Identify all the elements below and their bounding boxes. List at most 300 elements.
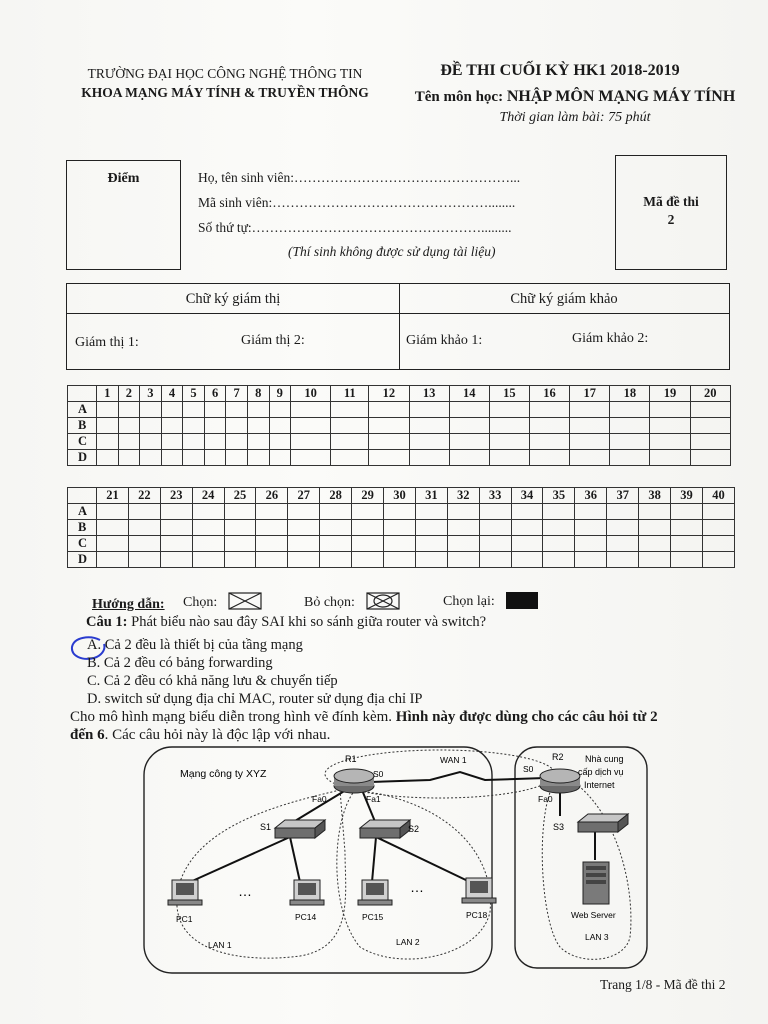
question-1-prefix: Câu 1:	[86, 614, 128, 630]
question-number-cell: 32	[447, 488, 479, 504]
s3-label: S3	[553, 822, 565, 832]
answer-cell[interactable]	[575, 552, 607, 568]
answer-cell[interactable]	[128, 536, 160, 552]
student-name-field[interactable]: Họ, tên sinh viên:…………………………………………...	[198, 170, 521, 185]
answer-cell[interactable]	[269, 434, 291, 450]
answer-option-label: D	[68, 450, 97, 466]
answer-cell[interactable]	[331, 402, 369, 418]
pc14-label: PC14	[295, 912, 317, 922]
intro-text-1: Cho mô hình mạng biểu diễn trong hình vẽ đính kèm.	[70, 709, 396, 725]
pc18-icon	[462, 878, 496, 903]
answer-cell[interactable]	[511, 552, 543, 568]
answer-cell[interactable]	[511, 536, 543, 552]
answer-cell[interactable]	[331, 450, 369, 466]
answer-grid-1-20	[67, 385, 731, 466]
isp-label-2: cấp dịch vụ	[578, 767, 624, 777]
answer-cell[interactable]	[288, 504, 320, 520]
answer-cell[interactable]	[479, 520, 511, 536]
answer-cell[interactable]	[97, 520, 129, 536]
answer-cell[interactable]	[269, 418, 291, 434]
answer-cell[interactable]	[204, 402, 226, 418]
isp-label-1: Nhà cung	[585, 754, 624, 764]
answer-cell[interactable]	[447, 504, 479, 520]
answer-cell[interactable]	[702, 536, 734, 552]
answer-cell[interactable]	[702, 552, 734, 568]
question-number-cell: 35	[543, 488, 575, 504]
answer-cell[interactable]	[256, 520, 288, 536]
network-diagram	[140, 742, 660, 977]
answer-cell[interactable]	[192, 552, 224, 568]
lan2-boundary	[337, 790, 491, 959]
answer-cell[interactable]	[128, 520, 160, 536]
answer-cell[interactable]	[118, 450, 140, 466]
grid-header-row	[68, 488, 735, 504]
answer-cell[interactable]	[226, 434, 248, 450]
answer-cell[interactable]	[575, 504, 607, 520]
answer-cell[interactable]	[256, 552, 288, 568]
answer-cell[interactable]	[511, 504, 543, 520]
answer-cell[interactable]	[247, 418, 269, 434]
switch-s3-icon	[578, 814, 628, 832]
answer-cell[interactable]	[702, 520, 734, 536]
answer-cell[interactable]	[479, 536, 511, 552]
answer-cell[interactable]	[97, 450, 119, 466]
exam-title: ĐỀ THI CUỐI KỲ HK1 2018-2019	[440, 62, 680, 79]
answer-cell[interactable]	[183, 402, 205, 418]
answer-cell[interactable]	[160, 520, 192, 536]
answer-cell[interactable]	[288, 536, 320, 552]
answer-cell[interactable]	[543, 552, 575, 568]
answer-cell[interactable]	[291, 434, 331, 450]
answer-cell[interactable]	[449, 402, 489, 418]
answer-cell[interactable]	[256, 504, 288, 520]
s2-label: S2	[408, 824, 420, 834]
question-1-option-a[interactable]: A. Cả 2 đều là thiết bị của tầng mạng	[87, 637, 303, 653]
question-number-cell: 12	[369, 386, 409, 402]
answer-cell[interactable]	[247, 434, 269, 450]
question-number-cell: 17	[570, 386, 610, 402]
grid-corner-cell	[68, 488, 97, 504]
pc15-icon	[358, 880, 392, 905]
answer-cell[interactable]	[224, 520, 256, 536]
r1-label: R1	[345, 754, 357, 764]
pc-ellipsis-1: …	[238, 883, 252, 899]
question-number-cell: 38	[639, 488, 671, 504]
answer-cell[interactable]	[247, 450, 269, 466]
answer-grid-21-40	[67, 487, 735, 568]
web-server-label: Web Server	[571, 910, 616, 920]
answer-cell[interactable]	[161, 402, 183, 418]
answer-cell[interactable]	[671, 536, 703, 552]
r2-s0-label: S0	[523, 764, 534, 774]
unchoose-mark-icon	[366, 592, 400, 610]
question-number-cell: 19	[650, 386, 690, 402]
question-number-cell: 30	[384, 488, 416, 504]
answer-cell[interactable]	[384, 536, 416, 552]
answer-cell[interactable]	[479, 504, 511, 520]
answer-cell[interactable]	[140, 450, 162, 466]
subject-line	[390, 88, 760, 106]
answer-cell[interactable]	[610, 402, 650, 418]
question-1-text: Phát biểu nào sau đây SAI khi so sánh giữa router và switch?	[127, 614, 487, 630]
answer-cell[interactable]	[384, 520, 416, 536]
company-label: Mạng công ty XYZ	[180, 768, 267, 780]
isp-label-3: Internet	[584, 780, 615, 790]
answer-cell[interactable]	[639, 552, 671, 568]
answer-cell[interactable]	[529, 450, 569, 466]
switch-s2-icon	[360, 820, 410, 838]
exam-header	[390, 62, 760, 126]
answer-cell[interactable]	[702, 504, 734, 520]
answer-cell[interactable]	[529, 418, 569, 434]
answer-cell[interactable]	[183, 434, 205, 450]
answer-cell[interactable]	[224, 504, 256, 520]
answer-cell[interactable]	[610, 418, 650, 434]
answer-cell[interactable]	[650, 402, 690, 418]
answer-cell[interactable]	[671, 552, 703, 568]
question-number-cell: 36	[575, 488, 607, 504]
answer-cell[interactable]	[97, 418, 119, 434]
answer-cell[interactable]	[160, 536, 192, 552]
answer-cell[interactable]	[256, 536, 288, 552]
answer-cell[interactable]	[269, 450, 291, 466]
signature-table	[66, 283, 730, 370]
answer-cell[interactable]	[352, 520, 384, 536]
answer-cell[interactable]	[690, 418, 730, 434]
answer-cell[interactable]	[607, 504, 639, 520]
answer-cell[interactable]	[352, 504, 384, 520]
pc18-label: PC18	[466, 910, 488, 920]
intro-bold-2: đến 6	[70, 727, 105, 743]
answer-cell[interactable]	[671, 504, 703, 520]
answer-cell[interactable]	[610, 434, 650, 450]
question-number-cell: 6	[204, 386, 226, 402]
faculty-name: KHOA MẠNG MÁY TÍNH & TRUYỀN THÔNG	[81, 85, 369, 100]
question-number-cell: 21	[97, 488, 129, 504]
answer-cell[interactable]	[449, 418, 489, 434]
answer-cell[interactable]	[192, 520, 224, 536]
answer-cell[interactable]	[639, 504, 671, 520]
answer-cell[interactable]	[118, 402, 140, 418]
answer-cell[interactable]	[160, 504, 192, 520]
question-number-cell: 13	[409, 386, 449, 402]
pc1-icon	[168, 880, 202, 905]
answer-cell[interactable]	[529, 434, 569, 450]
page-footer: Trang 1/8 - Mã đề thi 2	[600, 977, 726, 992]
answer-cell[interactable]	[140, 402, 162, 418]
examiner-signature-header: Chữ ký giám khảo	[510, 291, 618, 307]
answer-row	[68, 402, 731, 418]
answer-option-label: B	[68, 418, 97, 434]
answer-cell[interactable]	[140, 434, 162, 450]
score-box	[66, 160, 181, 270]
question-number-cell: 31	[415, 488, 447, 504]
answer-cell[interactable]	[97, 434, 119, 450]
answer-cell[interactable]	[449, 450, 489, 466]
answer-cell[interactable]	[369, 418, 409, 434]
question-number-cell: 15	[489, 386, 529, 402]
question-number-cell: 39	[671, 488, 703, 504]
answer-cell[interactable]	[570, 434, 610, 450]
examiner2-signature[interactable]: Giám khảo 2:	[572, 331, 649, 346]
answer-cell[interactable]	[224, 536, 256, 552]
answer-row	[68, 552, 735, 568]
student-id-field[interactable]: Mã sinh viên:…………………………………………........	[198, 195, 516, 210]
answer-cell[interactable]	[575, 536, 607, 552]
answer-cell[interactable]	[415, 520, 447, 536]
answer-cell[interactable]	[192, 504, 224, 520]
answer-cell[interactable]	[409, 434, 449, 450]
answer-cell[interactable]	[204, 434, 226, 450]
answer-cell[interactable]	[247, 402, 269, 418]
answer-cell[interactable]	[511, 520, 543, 536]
answer-cell[interactable]	[639, 520, 671, 536]
answer-cell[interactable]	[690, 402, 730, 418]
proctor-signature-header: Chữ ký giám thị	[185, 291, 281, 307]
answer-cell[interactable]	[369, 402, 409, 418]
question-number-cell: 11	[331, 386, 369, 402]
answer-cell[interactable]	[161, 418, 183, 434]
answer-cell[interactable]	[97, 402, 119, 418]
question-number-cell: 24	[192, 488, 224, 504]
answer-cell[interactable]	[369, 450, 409, 466]
duration: Thời gian làm bài: 75 phút	[499, 110, 651, 125]
subject-label: Tên môn học:	[414, 89, 507, 105]
answer-cell[interactable]	[489, 418, 529, 434]
answer-cell[interactable]	[690, 434, 730, 450]
question-number-cell: 29	[352, 488, 384, 504]
examiner1-signature[interactable]: Giám khảo 1:	[406, 333, 483, 348]
answer-cell[interactable]	[183, 418, 205, 434]
answer-cell[interactable]	[352, 552, 384, 568]
answer-cell[interactable]	[118, 418, 140, 434]
answer-row	[68, 504, 735, 520]
question-number-cell: 22	[128, 488, 160, 504]
answer-cell[interactable]	[192, 536, 224, 552]
answer-row	[68, 536, 735, 552]
answer-cell[interactable]	[543, 536, 575, 552]
answer-cell[interactable]	[320, 536, 352, 552]
answer-cell[interactable]	[650, 450, 690, 466]
exam-code-value: 2	[667, 212, 675, 227]
company-network-boundary	[144, 747, 492, 973]
question-number-cell: 9	[269, 386, 291, 402]
answer-cell[interactable]	[575, 520, 607, 536]
school-header	[60, 64, 390, 102]
question-1-option-d[interactable]: D. switch sử dụng địa chỉ MAC, router sử dụng địa chỉ IP	[87, 691, 423, 707]
answer-row	[68, 434, 731, 450]
pc14-icon	[290, 880, 324, 905]
answer-cell[interactable]	[140, 418, 162, 434]
r2-label: R2	[552, 752, 564, 762]
answer-cell[interactable]	[226, 450, 248, 466]
question-number-cell: 8	[247, 386, 269, 402]
answer-cell[interactable]	[269, 402, 291, 418]
pc15-label: PC15	[362, 912, 384, 922]
answer-cell[interactable]	[224, 552, 256, 568]
question-1-option-c[interactable]: C. Cả 2 đều có khả năng lưu & chuyển tiếp	[87, 673, 338, 689]
answer-cell[interactable]	[384, 552, 416, 568]
answer-cell[interactable]	[204, 418, 226, 434]
subject-name: NHẬP MÔN MẠNG MÁY TÍNH	[506, 88, 736, 105]
answer-cell[interactable]	[543, 504, 575, 520]
answer-cell[interactable]	[291, 418, 331, 434]
question-1	[86, 614, 486, 631]
answer-cell[interactable]	[409, 450, 449, 466]
question-number-cell: 20	[690, 386, 730, 402]
answer-cell[interactable]	[320, 504, 352, 520]
answer-option-label: A	[68, 504, 97, 520]
intro-text-2: . Các câu hỏi này là độc lập với nhau.	[104, 727, 331, 743]
answer-cell[interactable]	[671, 520, 703, 536]
answer-cell[interactable]	[331, 418, 369, 434]
answer-cell[interactable]	[607, 552, 639, 568]
guide-unchoose-label: Bỏ chọn:	[304, 595, 355, 610]
r1-s0-label: S0	[373, 769, 384, 779]
wan-link	[370, 772, 545, 782]
answer-cell[interactable]	[288, 520, 320, 536]
r1-fa1-label: Fa1	[366, 794, 381, 804]
answer-cell[interactable]	[570, 450, 610, 466]
pc1-label: PC1	[176, 914, 193, 924]
answer-cell[interactable]	[183, 450, 205, 466]
answer-cell[interactable]	[570, 418, 610, 434]
answer-cell[interactable]	[607, 536, 639, 552]
guide-rechoose-label: Chọn lại:	[443, 594, 495, 609]
lan1-boundary	[177, 790, 346, 958]
answer-cell[interactable]	[610, 450, 650, 466]
question-number-cell: 3	[140, 386, 162, 402]
question-1-option-b[interactable]: B. Cả 2 đều có bảng forwarding	[87, 655, 273, 671]
router-r1-icon	[334, 769, 374, 793]
question-number-cell: 28	[320, 488, 352, 504]
answer-cell[interactable]	[291, 402, 331, 418]
question-number-cell: 2	[118, 386, 140, 402]
answer-cell[interactable]	[415, 504, 447, 520]
proctor2-signature[interactable]: Giám thị 2:	[241, 333, 305, 348]
lan3-label: LAN 3	[585, 932, 609, 942]
answer-cell[interactable]	[352, 536, 384, 552]
question-number-cell: 1	[97, 386, 119, 402]
answer-cell[interactable]	[650, 418, 690, 434]
grid-header-row	[68, 386, 731, 402]
question-number-cell: 33	[479, 488, 511, 504]
lan1-label: LAN 1	[208, 940, 232, 950]
sequence-number-field[interactable]: Số thứ tự:…………………………………………….........	[198, 220, 512, 235]
answer-cell[interactable]	[161, 434, 183, 450]
answer-cell[interactable]	[331, 434, 369, 450]
choose-mark-icon	[228, 592, 262, 610]
answer-cell[interactable]	[204, 450, 226, 466]
question-number-cell: 14	[449, 386, 489, 402]
question-number-cell: 27	[288, 488, 320, 504]
answer-cell[interactable]	[409, 402, 449, 418]
answer-cell[interactable]	[447, 552, 479, 568]
question-number-cell: 5	[183, 386, 205, 402]
guide-choose-label: Chọn:	[183, 595, 218, 610]
answer-cell[interactable]	[128, 504, 160, 520]
answer-cell[interactable]	[384, 504, 416, 520]
isp-network-boundary	[515, 747, 647, 968]
answer-cell[interactable]	[447, 536, 479, 552]
answer-cell[interactable]	[369, 434, 409, 450]
answer-cell[interactable]	[529, 402, 569, 418]
answer-cell[interactable]	[650, 434, 690, 450]
question-number-cell: 10	[291, 386, 331, 402]
score-label: Điểm	[107, 171, 140, 186]
answer-cell[interactable]	[128, 552, 160, 568]
answer-cell[interactable]	[226, 418, 248, 434]
web-server-icon	[583, 862, 609, 904]
lan2-label: LAN 2	[396, 937, 420, 947]
answer-cell[interactable]	[415, 536, 447, 552]
question-number-cell: 7	[226, 386, 248, 402]
wan-label: WAN 1	[440, 755, 467, 765]
answer-cell[interactable]	[161, 450, 183, 466]
answer-cell[interactable]	[415, 552, 447, 568]
r2-fa0-label: Fa0	[538, 794, 553, 804]
exam-code-label: Mã đề thi	[643, 194, 699, 209]
question-number-cell: 25	[224, 488, 256, 504]
school-name: TRƯỜNG ĐẠI HỌC CÔNG NGHỆ THÔNG TIN	[87, 66, 363, 81]
answer-cell[interactable]	[160, 552, 192, 568]
question-number-cell: 40	[702, 488, 734, 504]
answer-cell[interactable]	[118, 434, 140, 450]
s1-label: S1	[260, 822, 272, 832]
r1-fa0-label: Fa0	[312, 794, 327, 804]
answer-cell[interactable]	[288, 552, 320, 568]
answer-option-label: B	[68, 520, 97, 536]
answer-cell[interactable]	[639, 536, 671, 552]
answer-cell[interactable]	[320, 552, 352, 568]
answer-cell[interactable]	[690, 450, 730, 466]
answer-option-label: D	[68, 552, 97, 568]
question-number-cell: 37	[607, 488, 639, 504]
question-number-cell: 16	[529, 386, 569, 402]
switch-s1-icon	[275, 820, 325, 838]
question-number-cell: 34	[511, 488, 543, 504]
answer-cell[interactable]	[97, 504, 129, 520]
answer-cell[interactable]	[570, 402, 610, 418]
answer-option-label: C	[68, 434, 97, 450]
answer-cell[interactable]	[449, 434, 489, 450]
question-number-cell: 18	[610, 386, 650, 402]
no-documents-note: (Thí sinh không được sử dụng tài liệu)	[288, 244, 496, 259]
answer-cell[interactable]	[607, 520, 639, 536]
answer-cell[interactable]	[479, 552, 511, 568]
answer-row	[68, 450, 731, 466]
answer-cell[interactable]	[489, 450, 529, 466]
answer-option-label: A	[68, 402, 97, 418]
proctor1-signature[interactable]: Giám thị 1:	[75, 335, 139, 350]
answer-cell[interactable]	[447, 520, 479, 536]
answer-cell[interactable]	[320, 520, 352, 536]
answer-cell[interactable]	[226, 402, 248, 418]
guide-title: Hướng dẫn:	[92, 597, 165, 612]
intro-bold-1: Hình này được dùng cho các câu hỏi từ 2	[395, 709, 658, 725]
answer-cell[interactable]	[489, 434, 529, 450]
answer-cell[interactable]	[489, 402, 529, 418]
router-r2-icon	[540, 769, 580, 793]
answer-cell[interactable]	[291, 450, 331, 466]
answer-cell[interactable]	[97, 552, 129, 568]
rechoose-mark-icon	[506, 592, 538, 609]
answer-row	[68, 418, 731, 434]
answer-cell[interactable]	[409, 418, 449, 434]
answer-cell[interactable]	[543, 520, 575, 536]
answer-row	[68, 520, 735, 536]
answer-cell[interactable]	[97, 536, 129, 552]
